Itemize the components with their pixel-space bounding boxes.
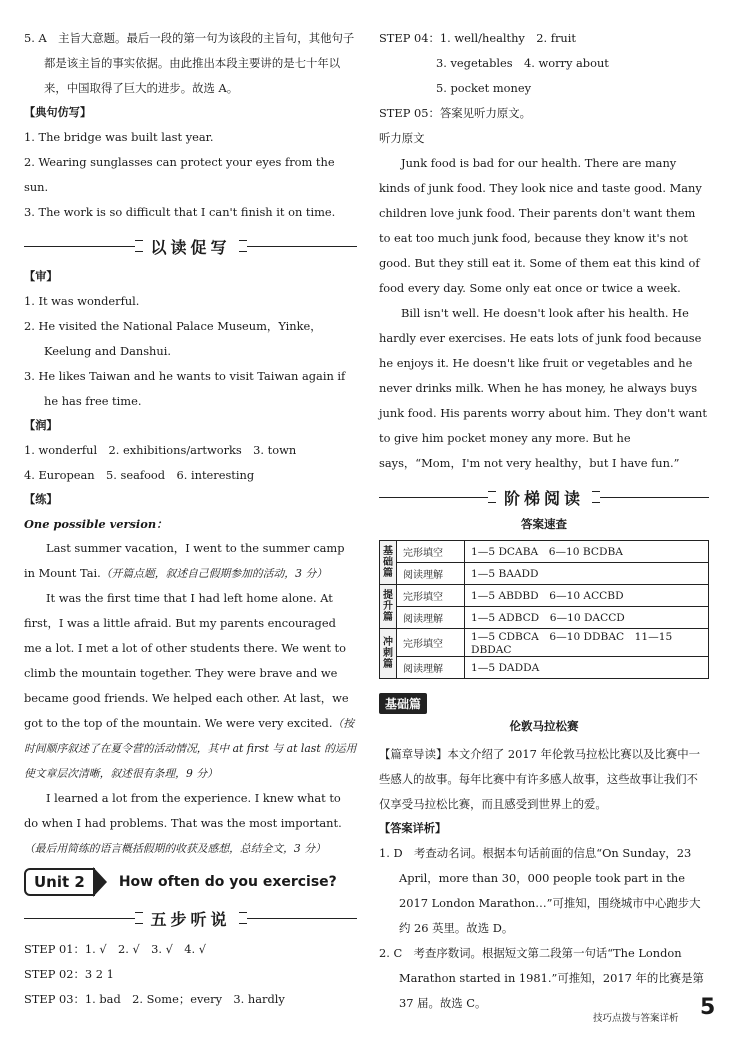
left-column (24, 26, 357, 1012)
table-cell: 1—5 CDBCA 6—10 DDBAC 11—15 DBDAC (465, 629, 709, 657)
run-row-2: 4. European 5. seafood 6. interesting (24, 468, 255, 482)
chevron-right-icon (93, 867, 107, 897)
table-cell: 阅读理解 (397, 657, 465, 679)
section-heading-jieti (379, 486, 709, 508)
shen-2: 2. He visited the National Palace Museum，Yinke，Keelung and Danshui. (24, 319, 322, 358)
jiexi-label: 【答案详析】 (379, 822, 447, 835)
table-row (380, 629, 709, 657)
essay-para-1-note: （开篇点题，叙述自己假期参加的活动，3 分） (100, 567, 328, 580)
jichu-row (379, 693, 709, 714)
step-04-c: 5. pocket money (436, 81, 532, 95)
table-cell: 1—5 BAADD (465, 563, 709, 585)
unit-title: How often do you exercise? (118, 874, 337, 890)
footer-text: 技巧点拨与答案详析 (593, 1013, 679, 1024)
step-02: STEP 02：3 2 1 (24, 967, 114, 981)
shen-label: 【审】 (24, 270, 58, 283)
table-cell: 完形填空 (397, 585, 465, 607)
table-title: 答案速查 (521, 517, 567, 531)
table-row (380, 585, 709, 607)
table-row (380, 541, 709, 563)
essay-para-3-note: （最后用简练的语言概括假期的收获及感想，总结全文，3 分） (24, 842, 326, 855)
page-number: 5 (700, 995, 716, 1020)
table-cat-2: 提升篇 (380, 585, 397, 629)
listening-para-2: Bill isn't well. He doesn't look after his health. He hardly ever exercises. He eats lots of junk food because he enjoys it. He doesn't like fruit or vegetables and he never drinks milk. When he has money, he always buys junk food. His parents worry about him. They don't want to give him pocket money any more. But he says，“Mom，I'm not very healthy，but I have fun.” (379, 306, 707, 470)
dianju-1: 1. The bridge was built last year. (24, 130, 214, 144)
shen-1: 1. It was wonderful. (24, 294, 140, 308)
section-heading-yidu (24, 235, 357, 257)
listening-para-1: Junk food is bad for our health. There are many kinds of junk food. They look nice and taste good. Many children love junk food. Their parents don't want them to eat too much junk food, because they know it's not good. But they still eat it. Some of them eat this kind of food every day. Some only eat once or twice a week. (379, 156, 702, 295)
table-cell: 1—5 ADBCD 6—10 DACCD (465, 607, 709, 629)
article-title: 伦敦马拉松赛 (509, 719, 579, 733)
table-cell: 完形填空 (397, 629, 465, 657)
table-row (380, 563, 709, 585)
table-cell: 阅读理解 (397, 607, 465, 629)
possible-version: One possible version： (24, 517, 168, 531)
step-01: STEP 01：1. √ 2. √ 3. √ 4. √ (24, 942, 207, 956)
answer-table (379, 540, 709, 679)
right-column (379, 26, 709, 1016)
dianju-3: 3. The work is so difficult that I can't finish it on time. (24, 205, 336, 219)
run-label: 【润】 (24, 419, 58, 432)
shen-3: 3. He likes Taiwan and he wants to visit Taiwan again if he has free time. (24, 369, 346, 408)
dianju-label: 【典句仿写】 (24, 106, 92, 119)
essay-para-2-note: （按时间顺序叙述了在夏令营的活动情况，其中 at first 与 at last 的运用使文章层次清晰，叙述很有条理，9 分） (24, 717, 357, 780)
table-row (380, 657, 709, 679)
essay-para-1 (24, 536, 357, 586)
table-cell: 1—5 DADDA (465, 657, 709, 679)
step-05: STEP 05：答案见听力原文。 (379, 106, 532, 120)
essay-para-2 (24, 586, 357, 786)
daodu: 【篇章导读】本文介绍了 2017 年伦敦马拉松比赛以及比赛中一些感人的故事。每年比赛中有许多感人故事，这些故事让我们不仅享受马拉松比赛，而且感受到世界上的爱。 (379, 747, 700, 811)
right-section-title: 阶梯阅读 (504, 488, 585, 508)
step-04-a: STEP 04：1. well/healthy 2. fruit (379, 31, 576, 45)
step-03: STEP 03：1. bad 2. Some；every 3. hardly (24, 992, 285, 1006)
section2-title: 五步听说 (150, 909, 231, 929)
dianju-2: 2. Wearing sunglasses can protect your eyes from the sun. (24, 155, 335, 194)
lian-label: 【练】 (24, 493, 58, 506)
jichu-tag: 基础篇 (379, 693, 427, 714)
answer-1: 1. D 考查动名词。根据本句话前面的信息“On Sunday，23 April，more than 30，000 people took part in the 2017 London Marathon…”可推知，围绕城市中心跑步大约 26 英里。故选 D。 (379, 846, 701, 935)
unit-label: Unit 2 (24, 868, 95, 896)
unit-banner (24, 867, 357, 897)
listening-label: 听力原文 (379, 131, 425, 145)
section-heading-wubu (24, 907, 357, 929)
section-title: 以读促写 (150, 237, 231, 257)
table-cell: 完形填空 (397, 541, 465, 563)
essay-para-1-text: Last summer vacation，I went to the summer camp in Mount Tai. (24, 541, 345, 580)
essay-para-2-text: It was the first time that I had left home alone. At first，I was a little afraid. But my parents encouraged me a lot. I met a lot of other students there. We went to climb the mountain together. They were brave and we became good friends. We helped each other. At last，we got to the top of the mountain. We were very excited. (24, 591, 349, 730)
run-row-1: 1. wonderful 2. exhibitions/artworks 3. town (24, 443, 297, 457)
essay-para-3 (24, 786, 357, 861)
table-row (380, 607, 709, 629)
answer-2: 2. C 考查序数词。根据短文第二段第一句话“The London Marathon started in 1981.”可推知，2017 年的比赛是第 37 届。故选 C。 (379, 946, 704, 1010)
table-cat-1: 基础篇 (380, 541, 397, 585)
table-cat-3: 冲刺篇 (380, 629, 397, 679)
answer-q5: 5. A 主旨大意题。最后一段的第一句为该段的主旨句，其他句子都是该主旨的事实依据。由此推出本段主要讲的是七十年以来，中国取得了巨大的进步。故选 A。 (24, 31, 355, 95)
step-04-b: 3. vegetables 4. worry about (436, 56, 609, 70)
table-cell: 阅读理解 (397, 563, 465, 585)
table-cell: 1—5 DCABA 6—10 BCDBA (465, 541, 709, 563)
table-cell: 1—5 ABDBD 6—10 ACCBD (465, 585, 709, 607)
essay-para-3-text: I learned a lot from the experience. I knew what to do when I had problems. That was the most important. (24, 791, 342, 830)
